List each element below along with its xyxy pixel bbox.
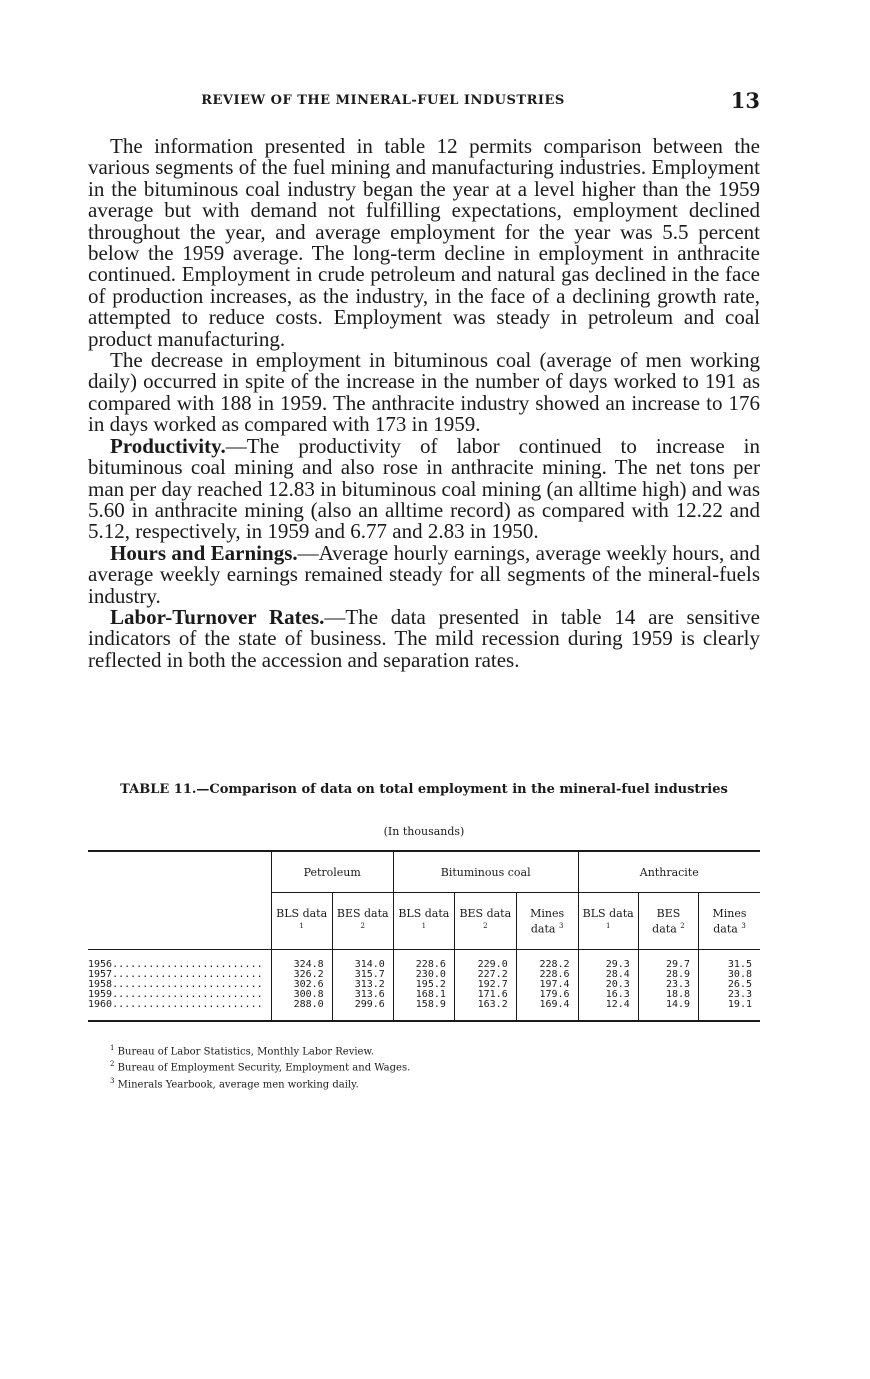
paragraph-hours-earnings — [88, 540, 760, 608]
footnote: $^3$ Minerals Yearbook, average men working daily. — [110, 1076, 359, 1090]
group-header-anthracite: Anthracite — [578, 851, 760, 893]
year-cell: 1956......................... — [88, 959, 263, 970]
value-cell: 313.2 — [332, 980, 393, 990]
value-cell: 315.7 — [332, 970, 393, 980]
run-in-heading: Hours and Earnings. — [110, 540, 298, 565]
value-cell: 168.1 — [393, 990, 454, 1000]
value-cell: 20.3 — [578, 980, 638, 990]
table-footnotes — [110, 1042, 750, 1091]
paragraph-text: The decrease in employment in bituminous coal (average of men working daily) occurred in spite of the increase in the number of days worked to 191 as compared with 188 in 1959. The anthracite industry showed an increase to 176 in days worked as compared with 173 in 1959. — [88, 348, 760, 437]
paragraph-2 — [88, 350, 760, 436]
run-in-heading: Labor-Turnover Rates. — [110, 604, 325, 629]
year-cell: 1957......................... — [88, 970, 263, 980]
stub-header — [88, 851, 271, 950]
value-cell: 14.9 — [638, 1000, 698, 1021]
subheader: BLS data $^1$ — [393, 893, 454, 950]
table-row — [88, 950, 760, 971]
value-cell: 18.8 — [638, 990, 698, 1000]
value-cell: 163.2 — [454, 1000, 516, 1021]
value-cell: 326.2 — [271, 970, 332, 980]
paragraph-labor-turnover — [88, 604, 760, 672]
subheader: BES data $^2$ — [638, 893, 698, 950]
paragraph-text: —The productivity of labor continued to increase in bituminous coal mining and also rose in anthracite mining. The net tons per man per day reached 12.83 in bituminous coal mining (an alltime high) and was 5.60 in anthracite mining (also an alltime record) as compared with 12.22 and 5.12, respectively, in 1959 and 6.77 and 2.83 in 1950. — [88, 433, 760, 544]
value-cell: 23.3 — [638, 980, 698, 990]
paragraph-1 — [88, 136, 760, 350]
value-cell: 230.0 — [393, 970, 454, 980]
subheader: BLS data $^1$ — [271, 893, 332, 950]
value-cell: 158.9 — [393, 1000, 454, 1021]
paragraph-text: —Average hourly earnings, average weekly hours, and average weekly earnings remained steady for all segments of the mineral-fuels industry. — [88, 540, 760, 608]
value-cell: 227.2 — [454, 970, 516, 980]
value-cell: 29.7 — [638, 950, 698, 971]
subheader: BES data $^2$ — [454, 893, 516, 950]
value-cell: 31.5 — [699, 950, 760, 971]
value-cell: 192.7 — [454, 980, 516, 990]
body-text — [88, 136, 760, 671]
table-title: TABLE 11.—Comparison of data on total employment in the mineral-fuel industries — [120, 782, 728, 797]
run-in-heading: Productivity. — [110, 433, 226, 458]
paragraph-text: —The data presented in table 14 are sensitive indicators of the state of business. The mild recession during 1959 is clearly reflected in both the accession and separation rates. — [88, 604, 760, 672]
table-units: (In thousands) — [383, 825, 465, 838]
year-cell: 1958......................... — [88, 980, 263, 990]
paragraph-text: The information presented in table 12 permits comparison between the various segments of the fuel mining and manufacturing industries. Employment in the bituminous coal industry began the year at a level higher than the 1959 average but with demand not fulfilling expectations, employment declined throughout the year, and average employment for the year was 5.5 percent below the 1959 average. The long-term decline in employment in anthracite continued. Employment in crude petroleum and natural gas declined in the face of production increases, as the industry, in the face of a declining growth rate, attempted to reduce costs. Employment was steady in petroleum and coal product manufacturing. — [88, 134, 760, 351]
value-cell: 313.6 — [332, 990, 393, 1000]
value-cell: 29.3 — [578, 950, 638, 971]
value-cell: 300.8 — [271, 990, 332, 1000]
value-cell: 299.6 — [332, 1000, 393, 1021]
value-cell: 28.9 — [638, 970, 698, 980]
footnote: $^1$ Bureau of Labor Statistics, Monthly Labor Review. — [110, 1044, 375, 1058]
page-header — [88, 90, 760, 114]
value-cell: 314.0 — [332, 950, 393, 971]
running-head: REVIEW OF THE MINERAL-FUEL INDUSTRIES — [201, 93, 565, 108]
value-cell: 229.0 — [454, 950, 516, 971]
value-cell: 179.6 — [516, 990, 578, 1000]
value-cell: 228.6 — [393, 950, 454, 971]
value-cell: 19.1 — [699, 1000, 760, 1021]
page-number: 13 — [730, 88, 760, 113]
value-cell: 12.4 — [578, 1000, 638, 1021]
value-cell: 23.3 — [699, 990, 760, 1000]
value-cell: 28.4 — [578, 970, 638, 980]
group-header-bituminous: Bituminous coal — [393, 851, 578, 893]
value-cell: 197.4 — [516, 980, 578, 990]
employment-table — [88, 850, 760, 1022]
value-cell: 169.4 — [516, 1000, 578, 1021]
value-cell: 228.6 — [516, 970, 578, 980]
value-cell: 30.8 — [699, 970, 760, 980]
subheader: BES data $^2$ — [332, 893, 393, 950]
value-cell: 228.2 — [516, 950, 578, 971]
subheader: Mines data $^3$ — [516, 893, 578, 950]
value-cell: 171.6 — [454, 990, 516, 1000]
value-cell: 195.2 — [393, 980, 454, 990]
value-cell: 324.8 — [271, 950, 332, 971]
group-header-petroleum: Petroleum — [271, 851, 393, 893]
table-row — [88, 1000, 760, 1021]
value-cell: 288.0 — [271, 1000, 332, 1021]
value-cell: 16.3 — [578, 990, 638, 1000]
footnote: $^2$ Bureau of Employment Security, Employment and Wages. — [110, 1060, 411, 1074]
paragraph-productivity — [88, 433, 760, 544]
subheader: BLS data $^1$ — [578, 893, 638, 950]
year-cell: 1960......................... — [88, 1000, 271, 1021]
year-cell: 1959......................... — [88, 990, 263, 1000]
value-cell: 302.6 — [271, 980, 332, 990]
subheader: Mines data $^3$ — [699, 893, 760, 950]
value-cell: 26.5 — [699, 980, 760, 990]
